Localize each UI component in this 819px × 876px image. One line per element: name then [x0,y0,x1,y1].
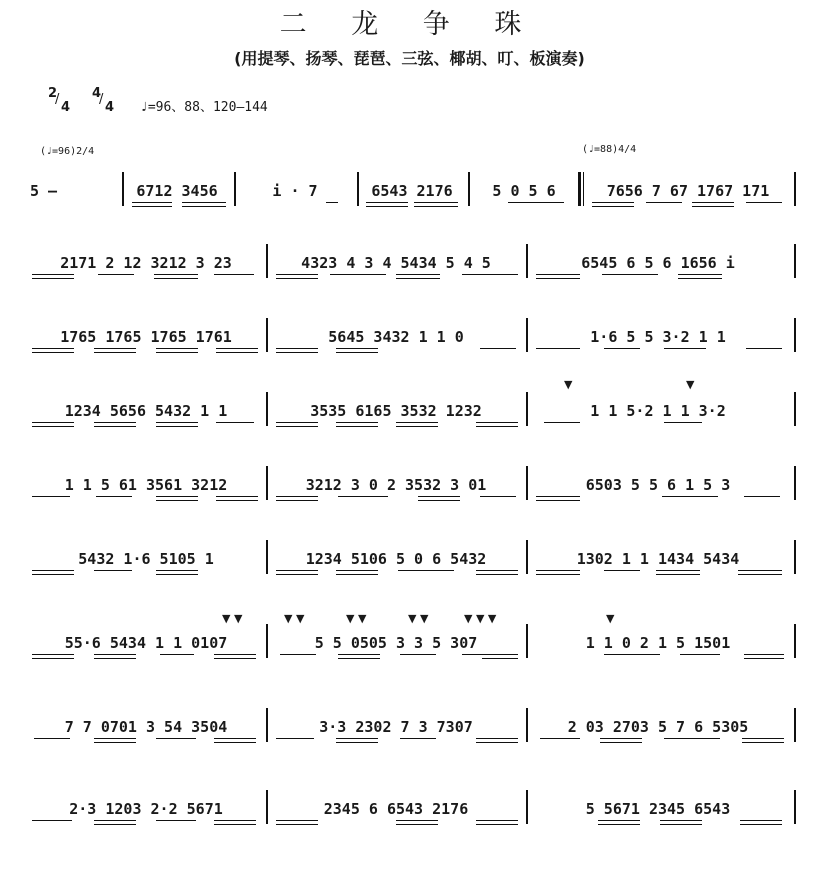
measure: 1 1 0 2 1 5 1501 [585,634,731,652]
underline [462,654,518,655]
measure: 55·6 5434 1 1 0107 [64,634,228,652]
underline [678,274,722,275]
underline [94,658,136,659]
barline [794,540,796,574]
barline [526,392,528,426]
barline [266,624,268,658]
tempo-marking: ♩=96、88、120—144 [140,100,268,115]
score-row-5 [0,476,819,526]
barline [266,540,268,574]
underline [94,570,132,571]
underline [604,654,660,655]
underline [156,352,198,353]
barline [266,466,268,500]
underline [160,654,194,655]
ts1-denominator: 4 [61,100,71,115]
underline [396,824,438,825]
barline [526,624,528,658]
measure: 1765 1765 1765 1761 [60,328,232,346]
underline [214,738,256,739]
barline [526,540,528,574]
underline [396,426,438,427]
underline [536,500,580,501]
underline [214,658,256,659]
underline [738,574,782,575]
underline [400,738,436,739]
barline [794,172,796,206]
accent-mark: ▼ ▼ ▼ [464,612,497,625]
underline [32,570,74,571]
underline [336,348,378,349]
underline [396,278,440,279]
underline [462,274,518,275]
underline [336,426,378,427]
measure: 5432 1·6 5105 1 [78,550,214,568]
underline [418,500,460,501]
tempo-mark-repeat: (♩=88)4/4 [582,144,637,155]
underline [536,570,580,571]
underline [600,742,642,743]
measure: 5 5 0505 3 3 5 307 [314,634,478,652]
underline [740,824,782,825]
underline [32,422,74,423]
underline [604,348,640,349]
underline [338,658,380,659]
underline [746,202,782,203]
underline [276,570,318,571]
measure: 1·6 5 5 3·2 1 1 [590,328,726,346]
underline [476,820,518,821]
barline [266,244,268,278]
underline [336,422,378,423]
underline [154,278,198,279]
measure: 3212 3 0 2 3532 3 01 [305,476,487,494]
barline [526,466,528,500]
instrumentation-subtitle: (用提琴、扬琴、琵琶、三弦、椰胡、叮、板演奏) [234,49,585,68]
measure: 7 7 0701 3 54 3504 [64,718,228,736]
underline [604,570,640,571]
underline [336,738,378,739]
underline [414,206,458,207]
underline [276,738,314,739]
underline [476,570,518,571]
barline [122,172,124,206]
underline [276,824,318,825]
underline [94,654,136,655]
measure: 2 03 2703 5 7 6 5305 [567,718,749,736]
underline [336,352,378,353]
underline [600,738,642,739]
ts2-denominator: 4 [105,100,115,115]
score-row-8 [0,718,819,768]
measure: 3·3 2302 7 3 7307 [319,718,473,736]
underline [276,348,318,349]
underline [156,820,196,821]
underline [156,500,198,501]
underline [664,348,706,349]
accent-mark: ▼ ▼ [222,612,243,625]
underline [656,570,700,571]
underline [742,742,784,743]
barline [357,172,359,206]
measure: 1 1 5 61 3561 3212 [64,476,228,494]
measure: 5 — [30,182,58,200]
barline [266,708,268,742]
barline [794,244,796,278]
measure: 6543 2176 [371,182,453,200]
underline [476,824,518,825]
underline [276,274,318,275]
measure: 2·3 1203 2·2 5671 [69,800,223,818]
barline [526,790,528,824]
measure: i · 7 [272,182,318,200]
underline [32,352,74,353]
underline [32,278,74,279]
underline [476,738,518,739]
underline [692,206,734,207]
underline [536,274,580,275]
measure: 6503 5 5 6 1 5 3 [585,476,731,494]
underline [32,820,72,821]
underline [744,654,784,655]
underline [396,820,438,821]
underline [692,202,734,203]
barline [794,392,796,426]
underline [214,820,256,821]
underline [338,654,380,655]
underline [156,426,198,427]
measure: 1302 1 1 1434 5434 [576,550,740,568]
underline [216,422,254,423]
barline [266,392,268,426]
underline [536,496,580,497]
barline [526,708,528,742]
underline [214,654,256,655]
underline [480,348,516,349]
underline [276,352,318,353]
measure: 3535 6165 3532 1232 [310,402,482,420]
underline [336,570,378,571]
underline [508,202,564,203]
underline [396,422,438,423]
underline [96,496,132,497]
accent-mark: ▼ [686,378,695,391]
underline [744,658,784,659]
underline [156,574,198,575]
time-signature-4-4 [92,86,118,120]
measure: 5 5671 2345 6543 [585,800,731,818]
underline [536,574,580,575]
underline [280,654,316,655]
underline [414,202,458,203]
barline [526,244,528,278]
underline [662,496,718,497]
underline [476,426,518,427]
underline [94,820,136,821]
underline [32,274,74,275]
measure: 7656 7 67 1767 171 [606,182,770,200]
underline [156,570,198,571]
measure: 6545 6 5 6 1656 i [581,254,735,272]
measure: 1234 5656 5432 1 1 [64,402,228,420]
score-row-9 [0,800,819,850]
barline [794,466,796,500]
underline [214,274,254,275]
underline [476,742,518,743]
underline [660,820,702,821]
measure: 1234 5106 5 0 6 5432 [305,550,487,568]
tempo-mark-start: (♩=96)2/4 [40,146,95,157]
underline [336,574,378,575]
underline [536,278,580,279]
barline [794,624,796,658]
underline [32,348,74,349]
underline [746,348,782,349]
barline [266,790,268,824]
underline [742,738,784,739]
underline [32,496,70,497]
barline [794,708,796,742]
underline [476,574,518,575]
underline [366,202,408,203]
underline [480,496,516,497]
underline [32,426,74,427]
underline [592,202,634,203]
underline [94,738,136,739]
underline [476,422,518,423]
page-title: 二 龙 争 珠 [279,9,540,40]
underline [366,206,408,207]
underline [98,274,134,275]
underline [156,496,198,497]
underline [154,274,198,275]
underline [276,278,318,279]
score-row-2 [0,254,819,304]
underline [132,206,172,207]
barline [266,318,268,352]
underline [540,738,580,739]
underline [336,742,378,743]
underline [214,824,256,825]
barline [468,172,470,206]
ts2-numerator: 4 [92,86,102,101]
underline [276,496,318,497]
underline [338,496,388,497]
underline [660,824,702,825]
accent-mark: ▼ ▼ [346,612,367,625]
underline [544,422,580,423]
underline [34,738,70,739]
underline [664,422,702,423]
underline [276,500,318,501]
score-row-7 [0,612,819,684]
underline [94,824,136,825]
underline [276,820,318,821]
ts1-numerator: 2 [48,86,58,101]
measure: 5645 3432 1 1 0 [328,328,464,346]
accent-mark: ▼ [606,612,615,625]
underline [32,654,74,655]
underline [740,820,782,821]
underline [678,278,722,279]
underline [182,202,226,203]
accent-mark: ▼ ▼ [284,612,305,625]
measure: 1 1 5·2 1 1 3·2 [590,402,726,420]
underline [656,574,700,575]
underline [326,202,338,203]
accent-mark: ▼ ▼ [408,612,429,625]
underline [276,426,318,427]
underline [156,422,198,423]
underline [216,352,258,353]
underline [216,500,258,501]
underline [418,496,460,497]
underline [94,422,136,423]
underline [646,202,682,203]
barline [234,172,236,206]
measure: 5 0 5 6 [492,182,556,200]
underline [598,820,640,821]
score-row-1 [0,182,819,232]
underline [744,496,780,497]
underline [602,274,658,275]
measure: 6712 3456 [136,182,218,200]
underline [330,274,386,275]
underline [680,654,720,655]
underline [536,348,580,349]
score-row-3 [0,328,819,378]
underline [216,348,258,349]
underline [592,206,634,207]
underline [598,824,640,825]
underline [94,348,136,349]
underline [482,658,518,659]
underline [276,422,318,423]
barline [794,790,796,824]
underline [132,202,172,203]
measure: 2171 2 12 3212 3 23 [60,254,232,272]
underline [32,574,74,575]
time-signature-2-4 [48,86,74,120]
underline [664,738,720,739]
measure: 2345 6 6543 2176 [323,800,469,818]
underline [396,274,440,275]
barline [526,318,528,352]
underline [94,742,136,743]
ts1-slash: / [55,92,60,107]
barline [794,318,796,352]
underline [94,426,136,427]
underline [398,570,454,571]
measure: 4323 4 3 4 5434 5 4 5 [301,254,491,272]
score-row-6 [0,550,819,600]
underline [214,742,256,743]
underline [738,570,782,571]
score-row-4 [0,378,819,452]
underline [32,658,74,659]
underline [400,654,436,655]
repeat-sign [578,172,586,206]
underline [94,352,136,353]
underline [216,496,258,497]
underline [156,738,196,739]
underline [156,348,198,349]
underline [276,574,318,575]
ts2-slash: / [99,92,104,107]
underline [182,206,226,207]
accent-mark: ▼ [564,378,573,391]
